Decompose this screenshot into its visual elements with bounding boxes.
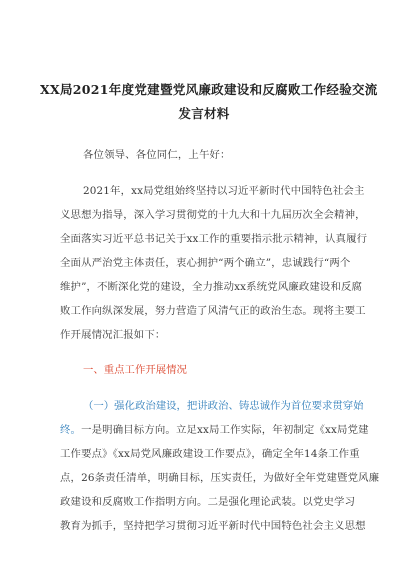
document-title-line2: 发言材料	[178, 106, 230, 121]
document-title: XX局2021年度党建暨党风廉政建设和反腐败工作经验交流	[40, 82, 378, 97]
subheading-tail: 终。	[60, 424, 82, 436]
intro-line: 维护”，不断深化党的建设，全力推动xx系统党风廉政建设和反腐	[60, 281, 363, 293]
body-line: 教育为抓手，坚持把学习贯彻习近平新时代中国特色社会主义思想	[60, 520, 366, 532]
intro-line: 全面从严治党主体责任，衷心拥护“两个确立”，忠诚践行“两个	[60, 257, 351, 269]
intro-line: 全面落实习近平总书记关于xx工作的重要指示批示精神，认真履行	[60, 233, 368, 245]
intro-line: 败工作向纵深发展，努力营造了风清气正的政治生态。现将主要工	[60, 305, 366, 317]
intro-line: 义思想为指导，深入学习贯彻党的十九大和十九届历次全会精神，	[60, 209, 366, 221]
body-text: 一是明确目标方向。立足xx局工作实际，年初制定《xx局党建	[81, 424, 369, 436]
body-line: 工作要点》《xx局党风廉政建设工作要点》，确定全年14条工作重	[60, 448, 360, 460]
section-heading: 一、重点工作开展情况	[83, 364, 187, 376]
subheading: （一）强化政治建设，把讲政治、铸忠诚作为首位要求贯穿始	[83, 400, 364, 412]
body-line: 政建设和反腐败工作指明方向。二是强化理论武装。以党史学习	[60, 496, 356, 508]
intro-line: 作开展情况汇报如下：	[60, 329, 166, 341]
body-line: 点，26条责任清单，明确目标，压实责任，为做好全年党建暨党风廉	[60, 472, 380, 484]
body-line-mixed	[60, 421, 369, 436]
salutation: 各位领导、各位同仁，上午好：	[83, 149, 231, 161]
intro-line: 2021年，xx局党组始终坚持以习近平新时代中国特色社会主	[83, 185, 365, 197]
